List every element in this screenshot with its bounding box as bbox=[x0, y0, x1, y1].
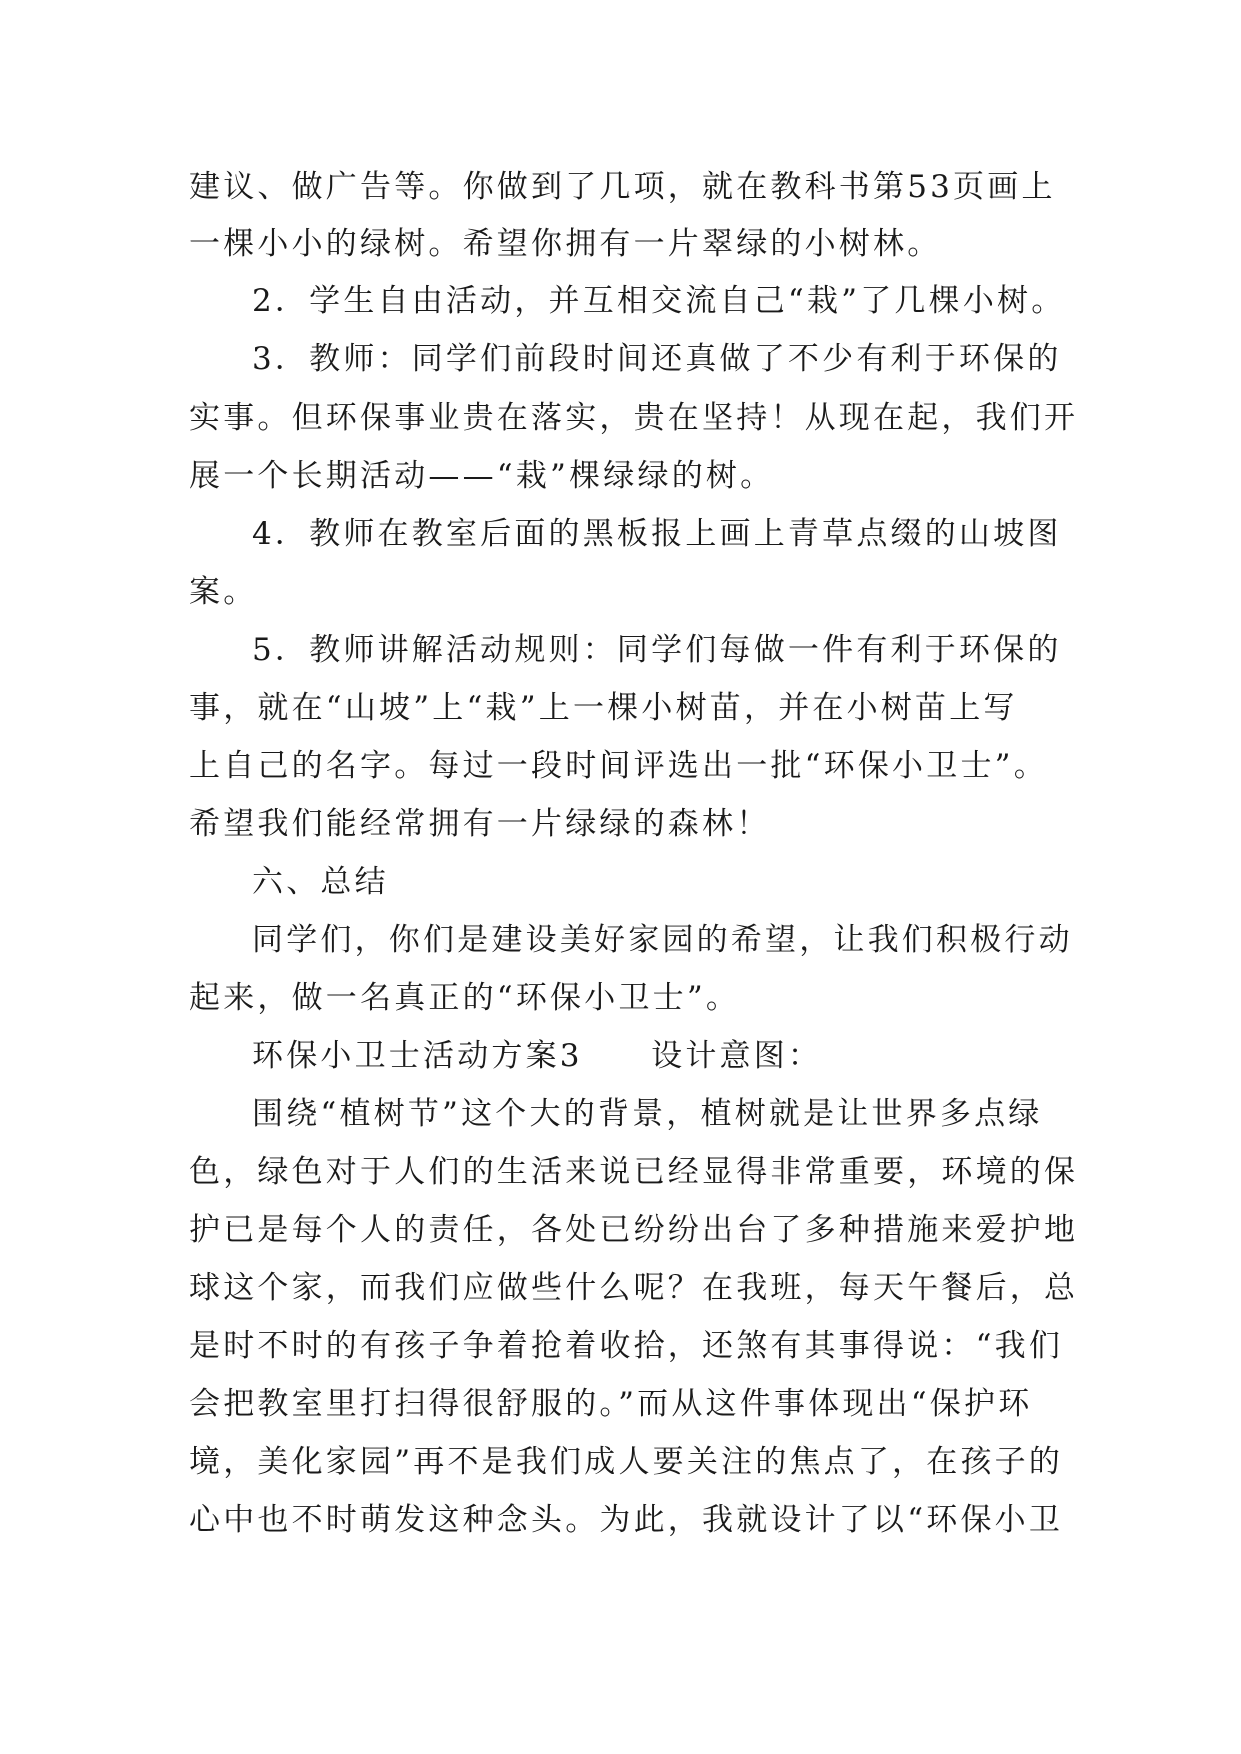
text-line: 一棵小小的绿树。希望你拥有一片翠绿的小树林。 bbox=[189, 226, 942, 262]
text-line: 上自己的名字。每过一段时间评选出一批“环保小卫士”。 bbox=[189, 748, 1048, 784]
text-line: 会把教室里打扫得很舒服的。”而从这件事体现出“保护环 bbox=[189, 1386, 1033, 1422]
text-line: 实事。但环保事业贵在落实，贵在坚持！从现在起，我们开 bbox=[189, 400, 1079, 436]
section-heading: 六、总结 bbox=[252, 864, 389, 900]
text-line: 展一个长期活动——“栽”棵绿绿的树。 bbox=[189, 458, 775, 494]
text-line: 建议、做广告等。你做到了几项，就在教科书第53页画上 bbox=[189, 169, 1056, 205]
text-line: 境，美化家园”再不是我们成人要关注的焦点了，在孩子的 bbox=[189, 1444, 1064, 1480]
text-line: 4．教师在教室后面的黑板报上画上青草点缀的山坡图 bbox=[252, 516, 1062, 552]
text-line: 护已是每个人的责任，各处已纷纷出台了多种措施来爱护地 bbox=[189, 1212, 1079, 1248]
text-line: 5．教师讲解活动规则：同学们每做一件有利于环保的 bbox=[252, 632, 1062, 668]
text-line: 希望我们能经常拥有一片绿绿的森林！ bbox=[189, 806, 771, 842]
text-line: 是时不时的有孩子争着抢着收拾，还煞有其事得说：“我们 bbox=[189, 1328, 1064, 1364]
text-line: 3．教师：同学们前段时间还真做了不少有利于环保的 bbox=[252, 341, 1062, 377]
text-line: 心中也不时萌发这种念头。为此，我就设计了以“环保小卫 bbox=[189, 1502, 1064, 1538]
text-line: 起来，做一名真正的“环保小卫士”。 bbox=[189, 980, 741, 1016]
text-line: 2．学生自由活动，并互相交流自己“栽”了几棵小树。 bbox=[252, 283, 1066, 319]
text-line: 同学们，你们是建设美好家园的希望，让我们积极行动 bbox=[252, 922, 1073, 958]
text-line: 案。 bbox=[189, 574, 258, 610]
text-line: 事，就在“山坡”上“栽”上一棵小树苗，并在小树苗上写 bbox=[189, 690, 1018, 726]
text-line: 围绕“植树节”这个大的背景，植树就是让世界多点绿 bbox=[252, 1096, 1043, 1132]
text-line: 球这个家，而我们应做些什么呢？在我班，每天午餐后，总 bbox=[189, 1270, 1079, 1306]
text-line: 色，绿色对于人们的生活来说已经显得非常重要，环境的保 bbox=[189, 1154, 1079, 1190]
section-heading: 环保小卫士活动方案3 设计意图： bbox=[252, 1038, 823, 1074]
